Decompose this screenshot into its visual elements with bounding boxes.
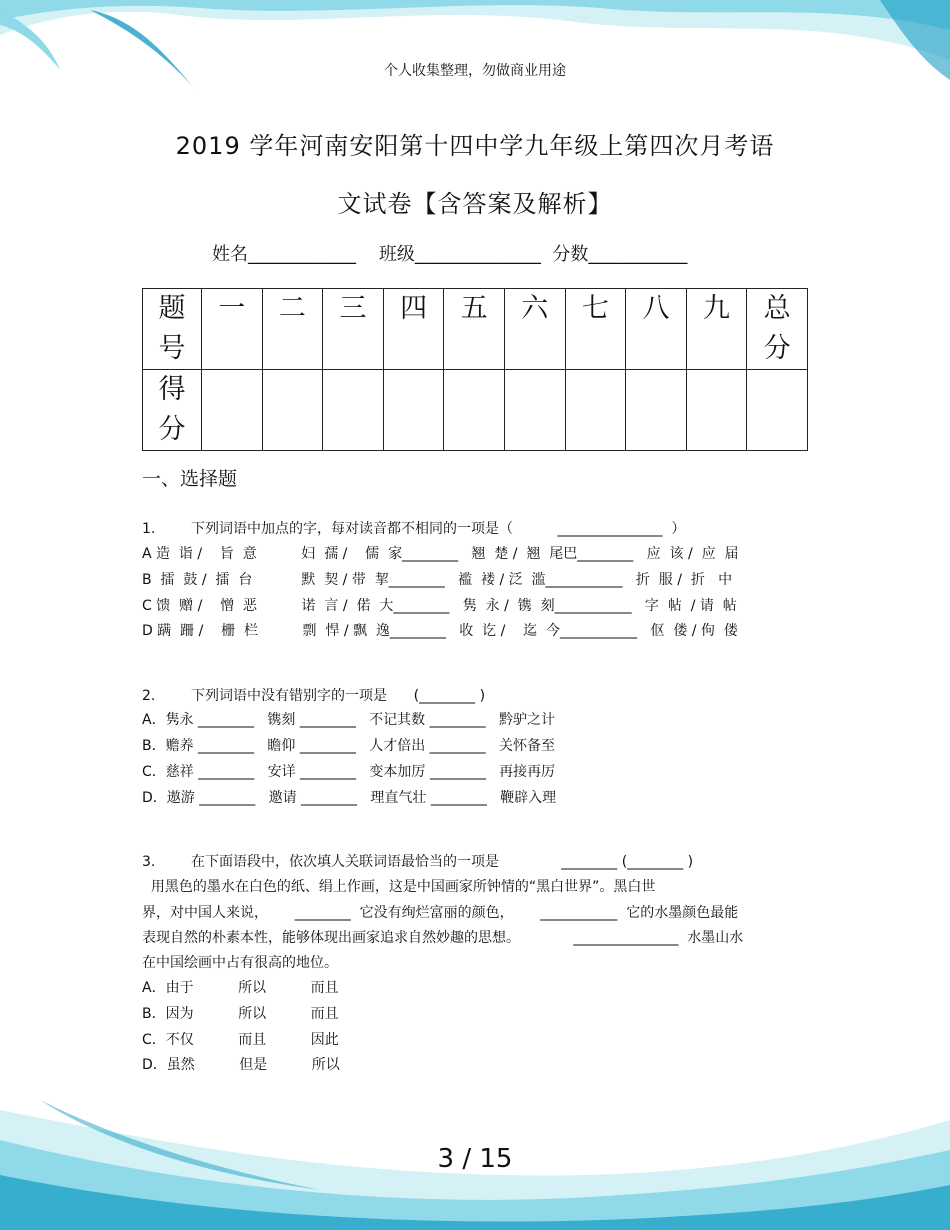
page-number: 3 / 15: [437, 1144, 513, 1174]
question-1-stem: 1. 下列词语中加点的字，每对读音都不相同的一项是（ _______________ ）: [142, 521, 686, 537]
question-2-option: A．隽永 ________ 镌刻 ________ 不记其数 ________ 黔驴之计: [142, 712, 555, 728]
score-table-header-cell: 七: [565, 289, 626, 370]
question-3-passage-line: 用黑色的墨水在白色的纸、绢上作画，这是中国画家所钟情的“黑白世界”。黑白世: [142, 879, 656, 895]
question-3-option: D．虽然 但是 所以: [142, 1057, 340, 1073]
question-1-option: B 擂 鼓 / 擂 台 默 契 / 带 挈________ 褴 褛 / 泛 滥___________ 折 服 / 折 中: [142, 572, 733, 588]
question-1-option: A 造 诣 / 旨 意 妇 孺 / 儒 家________ 翘 楚 / 翘 尾巴________ 应 该 / 应 届: [142, 546, 739, 562]
question-2-option: B．赡养 ________ 瞻仰 ________ 人才倍出 ________ 关怀备至: [142, 738, 556, 754]
score-cell: [444, 370, 505, 451]
question-3-option: B．因为 所以 而且: [142, 1006, 339, 1022]
score-cell: [202, 370, 263, 451]
question-1-option: C 馈 赠 / 憎 恶 诺 言 / 偌 大________ 隽 永 / 镌 刻___________ 字 帖 / 请 帖: [142, 598, 737, 614]
score-row-label: 得 分: [143, 370, 202, 451]
score-cell: [383, 370, 444, 451]
question-3-option: A．由于 所以 而且: [142, 980, 339, 996]
score-table: [142, 288, 808, 451]
question-3-passage-line: 表现自然的朴素本性，能够体现出画家追求自然妙趣的思想。 _______________ 水墨山水: [142, 930, 744, 946]
score-cell: [262, 370, 323, 451]
student-info-line: 姓名____________ 班级______________ 分数___________: [212, 244, 688, 265]
score-table-score-row: [143, 370, 808, 451]
question-3-stem: 3. 在下面语段中，依次填人关联词语最恰当的一项是 ________ (________ ): [142, 854, 694, 870]
question-2-stem: 2. 下列词语中没有错别字的一项是 (________ ): [142, 688, 486, 704]
score-cell: [626, 370, 687, 451]
question-3-passage-line: 界，对中国人来说， ________ 它没有绚烂富丽的颜色， ___________ 它的水墨颜色最能: [142, 905, 739, 921]
score-table-header-cell: 总 分: [747, 289, 808, 370]
document-title-line-2: 文试卷【含答案及解析】: [337, 190, 613, 218]
score-cell: [565, 370, 626, 451]
score-table-header-cell: 八: [626, 289, 687, 370]
score-table-header-cell: 五: [444, 289, 505, 370]
section-title: 一、选择题: [142, 468, 238, 490]
question-2-option: C．慈祥 ________ 安详 ________ 变本加厉 ________ 再接再厉: [142, 764, 556, 780]
score-cell: [323, 370, 384, 451]
score-table-header-cell: 四: [383, 289, 444, 370]
question-2-option: D．遨游 ________ 邀请 ________ 理直气壮 ________ 鞭辟入理: [142, 790, 557, 806]
score-table-header-cell: 九: [686, 289, 747, 370]
score-table-header-cell: 一: [202, 289, 263, 370]
score-table-header-row: [143, 289, 808, 370]
score-cell: [747, 370, 808, 451]
score-table-header-cell: 二: [262, 289, 323, 370]
score-table-header-cell: 题 号: [143, 289, 202, 370]
score-cell: [504, 370, 565, 451]
question-3-passage-line: 在中国绘画中占有很高的地位。: [142, 955, 338, 971]
score-table-header-cell: 六: [504, 289, 565, 370]
score-table-header-cell: 三: [323, 289, 384, 370]
header-note: 个人收集整理，勿做商业用途: [384, 63, 566, 79]
document-title-line-1: 2019 学年河南安阳第十四中学九年级上第四次月考语: [175, 132, 775, 160]
question-3-option: C．不仅 而且 因此: [142, 1032, 339, 1048]
score-cell: [686, 370, 747, 451]
question-1-option: D 蹒 跚 / 栅 栏 剽 悍 / 飘 逸________ 收 讫 / 迄 今___________ 伛 偻 / 佝 偻: [142, 623, 738, 639]
